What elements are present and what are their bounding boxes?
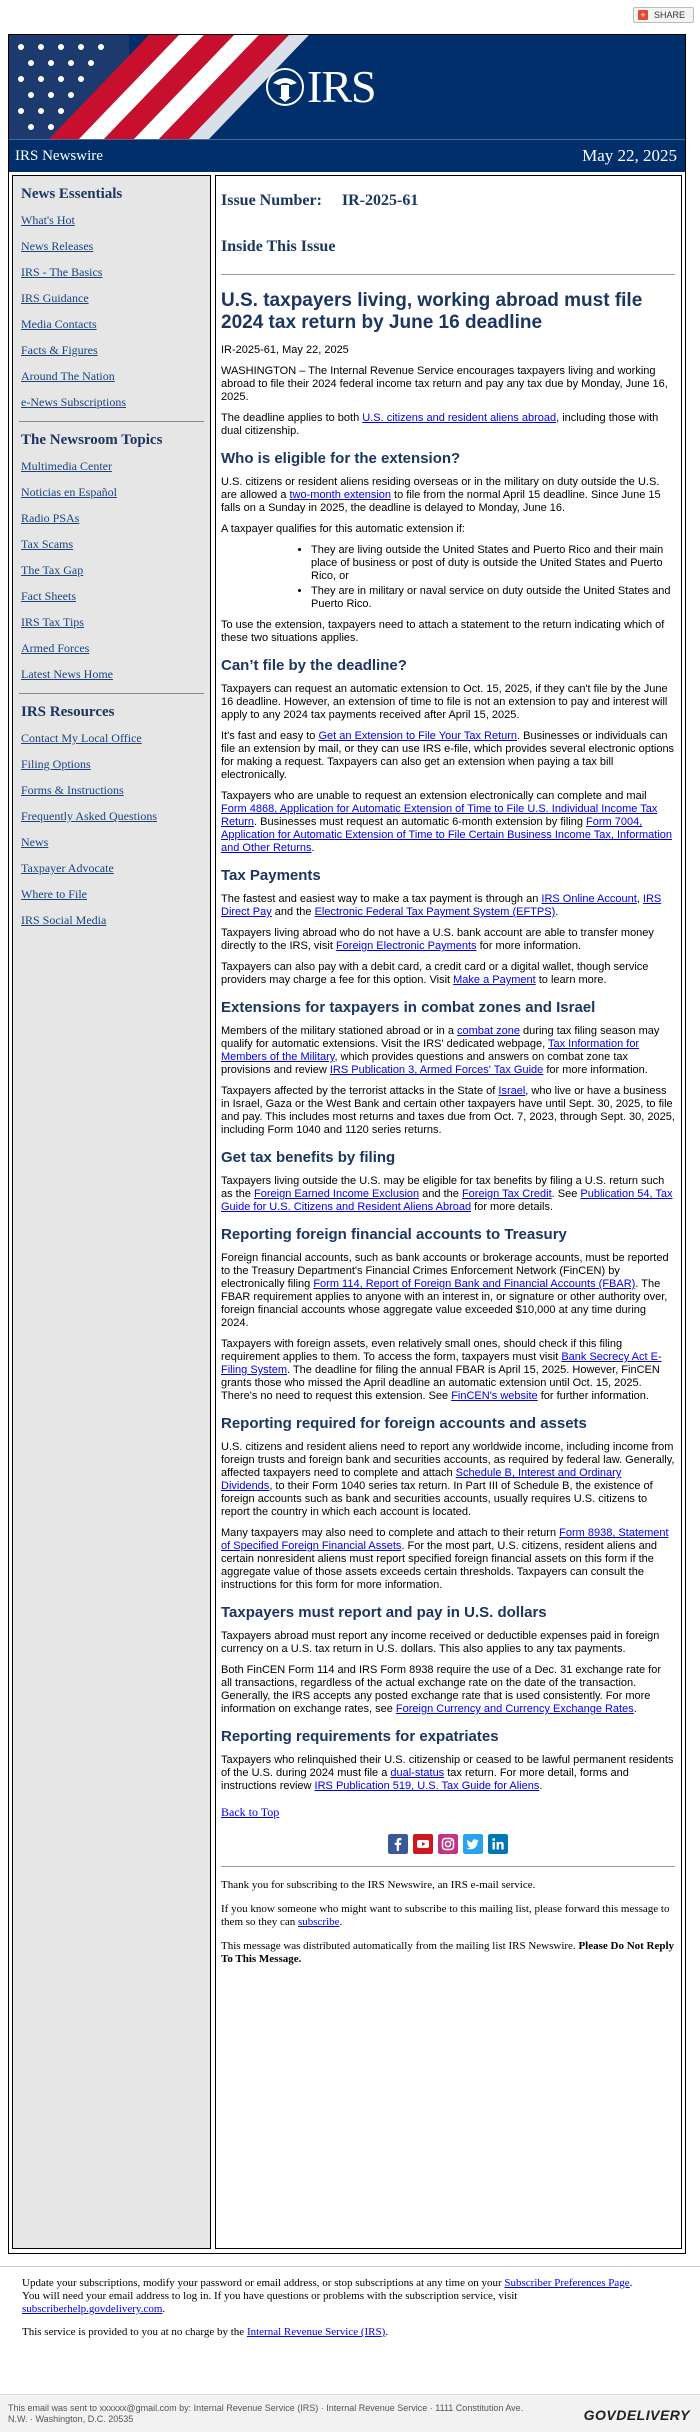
plus-icon: +	[638, 10, 648, 20]
treasury-paragraph-2: Taxpayers with foreign assets, even relatively small ones, should check if this filing requirement applies to them. To access the form, taxpayers must visit Bank Secrecy Act E-Filing System. The deadline for filing the annual FBAR is April 15, 2025. However, FinCEN grants those who missed the April deadline an automatic extension until Oct. 15, 2025. There's no need to request this extension. See FinCEN's website for further information.	[221, 1338, 662, 1402]
sidebar-link[interactable]: What's Hot	[21, 213, 75, 227]
heading-reporting-required: Reporting required for foreign accounts and assets	[221, 1415, 587, 1432]
heading-eligible: Who is eligible for the extension?	[221, 450, 461, 467]
sidebar-link[interactable]: Frequently Asked Questions	[21, 809, 157, 823]
form-4868-link[interactable]: Form 4868, Application for Automatic Extension of Time to File U.S. Individual Income Tax Return	[221, 803, 658, 828]
intro-paragraph: WASHINGTON – The Internal Revenue Service encourages taxpayers living and working abroad to file their 2024 federal income tax return and pay any tax due by Monday, June 16, 2025.	[221, 365, 668, 403]
sidebar-link[interactable]: Latest News Home	[21, 667, 113, 681]
dollars-paragraph-2: Both FinCEN Form 114 and IRS Form 8938 require the use of a Dec. 31 exchange rate for all transactions, regardless of the actual exchange rate on the date of the transaction. Generally, the IRS accepts any posted exchange rate that is used consistently. For more information on exchange rates, see Foreign Currency and Currency Exchange Rates.	[221, 1664, 662, 1715]
sidebar-link[interactable]: Tax Scams	[21, 537, 74, 551]
article-title: U.S. taxpayers living, working abroad must file 2024 tax return by June 16 deadline	[221, 290, 643, 333]
govdelivery-logo[interactable]: GOVDELIVERY	[583, 2407, 690, 2423]
subscriber-preferences-link[interactable]: Subscriber Preferences Page	[504, 2277, 630, 2289]
twitter-icon[interactable]	[463, 1834, 483, 1854]
statement-paragraph: To use the extension, taxpayers need to attach a statement to the return indicating which of these two situations applies.	[221, 619, 665, 644]
newsletter-frame	[8, 34, 686, 2254]
get-extension-link[interactable]: Get an Extension to File Your Tax Return	[318, 730, 518, 742]
instagram-icon[interactable]	[438, 1834, 458, 1854]
heading-expatriates: Reporting requirements for expatriates	[221, 1728, 499, 1745]
citizens-abroad-link[interactable]: U.S. citizens and resident aliens abroad	[362, 412, 557, 424]
sidebar-link[interactable]: Facts & Figures	[21, 343, 98, 357]
sidebar-link[interactable]: IRS Social Media	[21, 913, 107, 927]
foreign-earned-income-link[interactable]: Foreign Earned Income Exclusion	[254, 1188, 420, 1200]
sidebar-link[interactable]: e-News Subscriptions	[21, 395, 126, 409]
linkedin-icon[interactable]	[488, 1834, 508, 1854]
eligible-paragraph: U.S. citizens or resident aliens residing overseas or in the military on duty outside the U.S. are allowed a two-month extension to file from the normal April 15 deadline. Since June 15 falls on a Sunday in 2025, the deadline is delayed to Monday, June 16.	[221, 476, 661, 514]
combat-paragraph-2: Taxpayers affected by the terrorist attacks in the State of Israel, who live or have a business in Israel, Gaza or the West Bank and certain other taxpayers have until Sept. 30, 2025, to file and pay. This includes most returns and taxes due from Oct. 7, 2023, through Sept. 30, 2025, including Form 1040 and 1120 series returns.	[221, 1085, 675, 1136]
sidebar-link[interactable]: Fact Sheets	[21, 589, 76, 603]
sidebar-link[interactable]: Forms & Instructions	[21, 783, 124, 797]
facebook-icon[interactable]	[388, 1834, 408, 1854]
fincen-website-link[interactable]: FinCEN's website	[451, 1390, 538, 1402]
irs-logo	[265, 61, 376, 112]
issue-number-heading	[221, 192, 675, 210]
sidebar-list-newsroom-topics	[13, 459, 210, 681]
sidebar-link[interactable]: Radio PSAs	[21, 511, 80, 525]
make-a-payment-link[interactable]: Make a Payment	[453, 974, 536, 986]
share-label: SHARE	[653, 10, 685, 20]
sidebar-link[interactable]: News Releases	[21, 239, 94, 253]
combat-zone-link[interactable]: combat zone	[457, 1025, 520, 1037]
back-to-top	[221, 1805, 675, 1820]
social-icons	[221, 1834, 675, 1854]
sidebar-link[interactable]: Where to File	[21, 887, 87, 901]
benefits-paragraph: Taxpayers living outside the U.S. may be eligible for tax benefits by filing a U.S. return such as the Foreign Earned Income Exclusion and the Foreign Tax Credit. See Publication 54, Tax Guide for U.S. Citizens and Resident Aliens Abroad for more details.	[221, 1175, 673, 1213]
sidebar-link[interactable]: IRS Guidance	[21, 291, 89, 305]
heading-tax-payments: Tax Payments	[221, 867, 321, 884]
sidebar-link[interactable]: Noticias en Español	[21, 485, 117, 499]
required-paragraph-1: U.S. citizens and resident aliens need to report any worldwide income, including income from foreign trusts and foreign bank and securities accounts, as required by federal law. Generally, affected taxpayers need to complete and attach Schedule B, Interest and Ordinary Dividends, to their Form 1040 series tax return. In Part III of Schedule B, the existence of foreign accounts such as bank and securities accounts, usually requires U.S. citizens to report the country in which each account is located.	[221, 1441, 675, 1518]
schedule-b-link[interactable]: Schedule B, Interest and Ordinary Dividends	[221, 1467, 622, 1492]
sidebar-heading-irs-resources: IRS Resources	[21, 704, 115, 720]
newswire-title: IRS Newswire	[15, 148, 103, 164]
subscribe-link[interactable]: subscribe	[297, 1916, 340, 1928]
dual-status-link[interactable]: dual-status	[390, 1767, 445, 1779]
share-bar	[0, 0, 700, 26]
dollars-paragraph-1: Taxpayers abroad must report any income received or deductible expenses paid in foreign currency on a U.S. tax return in U.S. dollars. This also applies to any tax payments.	[221, 1630, 660, 1655]
sidebar-link[interactable]: News	[21, 835, 49, 849]
thanks-paragraph: Thank you for subscribing to the IRS Newswire, an IRS e-mail service.	[221, 1879, 536, 1891]
payments-paragraph-3: Taxpayers can also pay with a debit card, a credit card or a digital wallet, though service providers may charge a fee for this option. Visit Make a Payment to learn more.	[221, 961, 649, 986]
sidebar-heading-newsroom-topics: The Newsroom Topics	[21, 432, 163, 448]
heading-treasury: Reporting foreign financial accounts to Treasury	[221, 1226, 567, 1243]
govdelivery-bar	[0, 2394, 700, 2432]
sidebar-list-news-essentials	[13, 213, 210, 409]
sidebar	[12, 175, 211, 2249]
sidebar-link[interactable]: Taxpayer Advocate	[21, 861, 114, 875]
bsa-efiling-link[interactable]: Bank Secrecy Act E-Filing System	[221, 1351, 662, 1376]
sidebar-link[interactable]: Media Contacts	[21, 317, 97, 331]
email-footer	[0, 2266, 700, 2349]
israel-link[interactable]: Israel	[498, 1085, 526, 1097]
issue-number: IR-2025-61	[341, 192, 419, 209]
cant-file-paragraph-3: Taxpayers who are unable to request an extension electronically can complete and mail Form 4868, Application for Automatic Extension of Time to File U.S. Individual Income Tax Return. Businesses must request an automatic 6-month extension by filing Form 7004, Application for Automatic Extension of Time to File Certain Business Income Tax, Information and Other Returns.	[221, 790, 673, 854]
sidebar-link[interactable]: Armed Forces	[21, 641, 90, 655]
sidebar-link[interactable]: IRS Tax Tips	[21, 615, 84, 629]
subscriber-help-link[interactable]: subscriberhelp.govdelivery.com	[22, 2303, 163, 2315]
footer-preferences-paragraph: Update your subscriptions, modify your password or email address, or stop subscriptions at any time on your Subscriber Preferences Page. You will need your email address to log in. If you have questions or problems with the subscription service, visit subscriberhelp.govdelivery.com.	[22, 2277, 633, 2315]
issue-label: Issue Number:	[221, 192, 322, 209]
two-month-extension-link[interactable]: two-month extension	[289, 489, 391, 501]
required-paragraph-2: Many taxpayers may also need to complete and attach to their return Form 8938, Statement of Specified Foreign Financial Assets. For the most part, U.S. citizens, resident aliens and certain nonresident aliens must report specified foreign financial assets on this form if the aggregate value of those assets exceeds certain thresholds. Taxpayers can consult the instructions for this form for more information.	[221, 1527, 669, 1591]
irs-direct-pay-link[interactable]: IRS Direct Pay	[221, 893, 662, 918]
dateline: IR-2025-61, May 22, 2025	[221, 344, 349, 356]
payments-paragraph-2: Taxpayers living abroad who do not have a U.S. bank account are able to transfer money directly to the IRS, visit Foreign Electronic Payments for more information.	[221, 927, 654, 952]
list-item: • They are living outside the United States and Puerto Rico and their main place of business or post of duty is outside the United States and Puerto Rico, or	[311, 544, 675, 583]
sidebar-list-irs-resources	[13, 731, 210, 927]
irs-logo-text: IRS	[307, 61, 376, 112]
eftps-link[interactable]: Electronic Federal Tax Payment System (EFTPS)	[314, 906, 556, 918]
irs-online-account-link[interactable]: IRS Online Account	[541, 893, 637, 905]
qualifies-paragraph: A taxpayer qualifies for this automatic extension if:	[221, 523, 465, 535]
publication-3-link[interactable]: IRS Publication 3, Armed Forces' Tax Guide	[329, 1064, 544, 1076]
foreign-electronic-payments-link[interactable]: Foreign Electronic Payments	[335, 940, 477, 952]
header-banner	[9, 35, 685, 139]
deadline-paragraph: The deadline applies to both U.S. citizens and resident aliens abroad, including those with dual citizenship.	[221, 412, 659, 437]
youtube-icon[interactable]	[413, 1834, 433, 1854]
combat-paragraph-1: Members of the military stationed abroad or in a combat zone during tax filing season may qualify for automatic extensions. Visit the IRS' dedicated webpage, Tax Information for Members of the Military, which provides questions and answers on combat zone tax provisions and review IRS Publication 3, Armed Forces' Tax Guide for more information.	[221, 1025, 660, 1076]
heading-cant-file: Can’t file by the deadline?	[221, 657, 407, 674]
sidebar-link[interactable]: The Tax Gap	[21, 563, 84, 577]
form-8938-link[interactable]: Form 8938, Statement of Specified Foreign Financial Assets	[221, 1527, 669, 1552]
sidebar-link[interactable]: Filing Options	[21, 757, 91, 771]
exchange-rates-link[interactable]: Foreign Currency and Currency Exchange Rates	[395, 1703, 634, 1715]
newswire-bar	[9, 139, 685, 172]
military-tax-info-link[interactable]: Tax Information for Members of the Military	[221, 1038, 640, 1063]
treasury-paragraph-1: Foreign financial accounts, such as bank accounts or brokerage accounts, must be reported to the Treasury Department's Financial Crimes Enforcement Network (FinCEN) by electronically filing Form 114, Report of Foreign Bank and Financial Accounts (FBAR). The FBAR requirement applies to anyone with an interest in, or signature or other authority over, foreign financial accounts whose aggregate value exceeded $10,000 at any time during 2024.	[221, 1252, 669, 1329]
cant-file-paragraph-1: Taxpayers can request an automatic extension to Oct. 15, 2025, if they can't file by the June 16 deadline. However, an extension of time to file is not an extension to pay and interest will apply to any 2024 tax payments received after April 15, 2025.	[221, 683, 668, 721]
foreign-tax-credit-link[interactable]: Foreign Tax Credit	[461, 1188, 552, 1200]
share-button[interactable]	[633, 7, 694, 23]
payments-paragraph-1: The fastest and easiest way to make a tax payment is through an IRS Online Account, IRS Direct Pay and the Electronic Federal Tax Payment System (EFTPS).	[221, 893, 662, 918]
heading-tax-benefits: Get tax benefits by filing	[221, 1149, 396, 1166]
heading-us-dollars: Taxpayers must report and pay in U.S. dollars	[221, 1604, 547, 1621]
sent-to-text: This email was sent to xxxxxx@gmail.com by: Internal Revenue Service (IRS) · Internal Revenue Service · 1111 Constitution Ave. N.W. · Washington, D.C. 20535	[8, 2403, 524, 2424]
subscription-notes	[221, 1866, 675, 1966]
qualify-list	[221, 544, 675, 611]
main-content	[215, 175, 682, 2249]
publication-519-link[interactable]: IRS Publication 519, U.S. Tax Guide for Aliens	[314, 1780, 540, 1792]
sidebar-link[interactable]: Around The Nation	[21, 369, 115, 383]
issue-date: May 22, 2025	[582, 146, 677, 165]
back-to-top-link[interactable]: Back to Top	[221, 1805, 280, 1819]
footer-service-paragraph: This service is provided to you at no charge by the Internal Revenue Service (IRS).	[22, 2326, 389, 2338]
no-reply-paragraph: This message was distributed automatically from the mailing list IRS Newswire. Please Do Not Reply To This Message.	[221, 1940, 675, 1965]
eagle-logo-icon	[265, 67, 305, 107]
heading-combat-zones: Extensions for taxpayers in combat zones and Israel	[221, 999, 596, 1016]
irs-link[interactable]: Internal Revenue Service (IRS)	[246, 2326, 386, 2338]
form-7004-link[interactable]: Form 7004, Application for Automatic Extension of Time to File Certain Business Income Tax, Information and Other Returns	[221, 816, 673, 854]
sidebar-link[interactable]: Contact My Local Office	[21, 731, 142, 745]
sidebar-link[interactable]: Multimedia Center	[21, 459, 112, 473]
inside-this-issue-heading: Inside This Issue	[221, 238, 675, 275]
forward-paragraph: If you know someone who might want to subscribe to this mailing list, please forward this message to them so they can subscribe.	[221, 1903, 670, 1928]
publication-54-link[interactable]: Publication 54, Tax Guide for U.S. Citizens and Resident Aliens Abroad	[221, 1188, 673, 1213]
sidebar-link[interactable]: IRS - The Basics	[21, 265, 103, 279]
form-114-link[interactable]: Form 114, Report of Foreign Bank and Financial Accounts (FBAR)	[313, 1278, 636, 1290]
expatriates-paragraph: Taxpayers who relinquished their U.S. citizenship or ceased to be lawful permanent residents of the U.S. during 2024 must file a dual-status tax return. For more detail, forms and instructions review IRS Publication 519, U.S. Tax Guide for Aliens.	[221, 1754, 674, 1792]
sidebar-heading-news-essentials: News Essentials	[21, 186, 123, 202]
list-item: • They are in military or naval service on duty outside the United States and Puerto Rico.	[311, 585, 675, 611]
cant-file-paragraph-2: It's fast and easy to Get an Extension to File Your Tax Return. Businesses or individuals can file an extension by mail, or they can use IRS e-file, which provides several electronic options for making a request. Taxpayers can also get an extension when paying a tax bill electronically.	[221, 730, 675, 781]
no-reply-notice: Please Do Not Reply To This Message.	[221, 1940, 675, 1965]
